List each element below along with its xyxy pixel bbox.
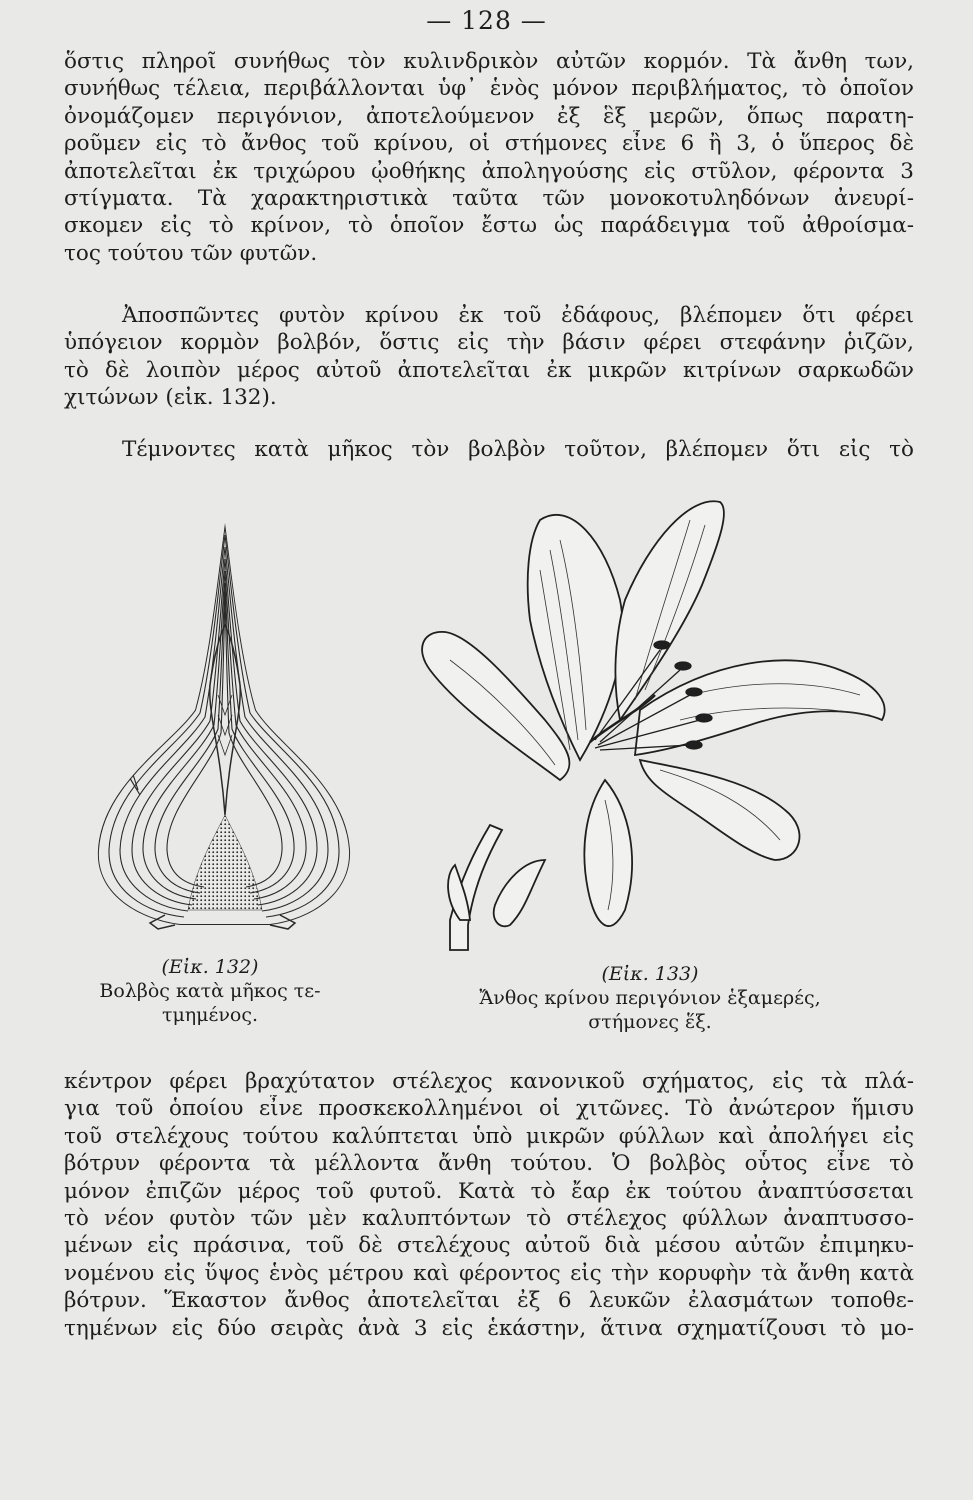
caption-line: Βολβὸς κατὰ μῆκος τε- xyxy=(99,980,321,1002)
figure-number: (Εἰκ. 133) xyxy=(601,963,699,985)
text-line: νομένου εἰς ὕψος ἑνὸς μέτρου καὶ φέροντος εἰς τὴν κορυφὴν τὰ ἄνθη κατὰ xyxy=(64,1260,914,1286)
top-paragraph xyxy=(64,48,914,267)
figure-number: (Εἰκ. 132) xyxy=(161,956,259,978)
text-line: σκομεν εἰς τὸ κρίνον, τὸ ὁποῖον ἔστω ὡς παράδειγμα τοῦ ἀθροίσμα- xyxy=(64,213,914,239)
text-line: χιτώνων (εἰκ. 132). xyxy=(64,385,277,411)
text-line: τημένων εἰς δύο σειρὰς ἀνὰ 3 εἰς ἑκάστην, ἅτινα σχηματίζουσι τὸ μο- xyxy=(64,1315,914,1341)
text-line: βότρυν. Ἕκαστον ἄνθος ἀποτελεῖται ἐξ 6 λευκῶν ἐλασμάτων τοποθε- xyxy=(64,1288,914,1314)
text-line: τοῦ στελέχους τούτου καλύπτεται ὑπὸ μικρῶν φύλλων καὶ ἀπολήγει εἰς xyxy=(64,1123,914,1149)
text-line: μένων εἰς πράσινα, τοῦ δὲ στελέχους αὐτοῦ διὰ μέσου αὐτῶν ἐπιμηκυ- xyxy=(64,1233,914,1259)
text-line: στίγματα. Τὰ χαρακτηριστικὰ ταῦτα τῶν μονοκοτυληδόνων ἀνευρί- xyxy=(64,185,914,211)
text-line: Τέμνοντες κατὰ μῆκος τὸν βολβὸν τοῦτον, βλέπομεν ὅτι εἰς τὸ xyxy=(122,437,914,462)
caption-line: τμημένος. xyxy=(161,1004,259,1026)
text-line: κέντρον φέρει βραχύτατον στέλεχος κανονικοῦ σχήματος, εἰς τὰ πλά- xyxy=(64,1069,914,1094)
page-number: — 128 — xyxy=(426,6,547,35)
text-line: βότρυν φέροντα τὰ μέλλοντα ἄνθη τούτου. Ὁ βολβὸς οὗτος εἶνε τὸ xyxy=(64,1151,914,1177)
text-line: ὑπόγειον κορμὸν βολβόν, ὅστις εἰς τὴν βάσιν φέρει στεφάνην ῥιζῶν, xyxy=(64,330,914,356)
text-line: τὸ δὲ λοιπὸν μέρος αὐτοῦ ἀποτελεῖται ἐκ μικρῶν κιτρίνων σαρκωδῶν xyxy=(64,357,914,383)
text-line: ροῦμεν εἰς τὸ ἄνθος τοῦ κρίνου, οἱ στήμονες εἶνε 6 ἢ 3, ὁ ὕπερος δὲ xyxy=(64,131,914,157)
caption-line: στήμονες ἕξ. xyxy=(588,1011,712,1033)
text-line: μόνον ἐπιζῶν μέρος τοῦ φυτοῦ. Κατὰ τὸ ἔαρ ἐκ τούτου ἀναπτύσσεται xyxy=(64,1178,914,1204)
text-line: Ἀποσπῶντες φυτὸν κρίνου ἐκ τοῦ ἐδάφους, βλέπομεν ὅτι φέρει xyxy=(122,303,914,328)
lily-flower-illustration xyxy=(390,480,900,960)
figure-133-caption xyxy=(440,962,860,1034)
text-line: τὸ νέον φυτὸν τῶν μὲν καλυπτόντων τὸ στέλεχος φύλλων ἀναπτυσσο- xyxy=(64,1205,914,1231)
text-line: συνήθως τέλεια, περιβάλλονται ὑφ᾽ ἑνὸς μόνον περιβλήματος, τὸ ὁποῖον xyxy=(64,76,914,102)
third-paragraph-start xyxy=(64,436,914,463)
figure-132-caption xyxy=(70,955,350,1027)
text-line: ὅστις πληροῖ συνήθως τὸν κυλινδρικὸν αὐτῶν κορμόν. Τὰ ἄνθη των, xyxy=(64,49,914,74)
text-line: τος τούτου τῶν φυτῶν. xyxy=(64,240,318,266)
text-line: ἀποτελεῖται ἐκ τριχώρου ᾠοθήκης ἀποληγούσης εἰς στῦλον, φέροντα 3 xyxy=(64,158,914,184)
bottom-paragraph xyxy=(64,1068,914,1342)
bulb-section-illustration xyxy=(80,515,370,945)
text-line: για τοῦ ὁποίου εἶνε προσκεκολλημένοι οἱ χιτῶνες. Τὸ ἀνώτερον ἥμισυ xyxy=(64,1096,914,1122)
caption-line: Ἄνθος κρίνου περιγόνιον ἑξαμερές, xyxy=(479,987,821,1009)
second-paragraph xyxy=(64,302,914,412)
text-line: ὀνομάζομεν περιγόνιον, ἀποτελούμενον ἐξ ἓξ μερῶν, ὅπως παρατη- xyxy=(64,103,914,129)
